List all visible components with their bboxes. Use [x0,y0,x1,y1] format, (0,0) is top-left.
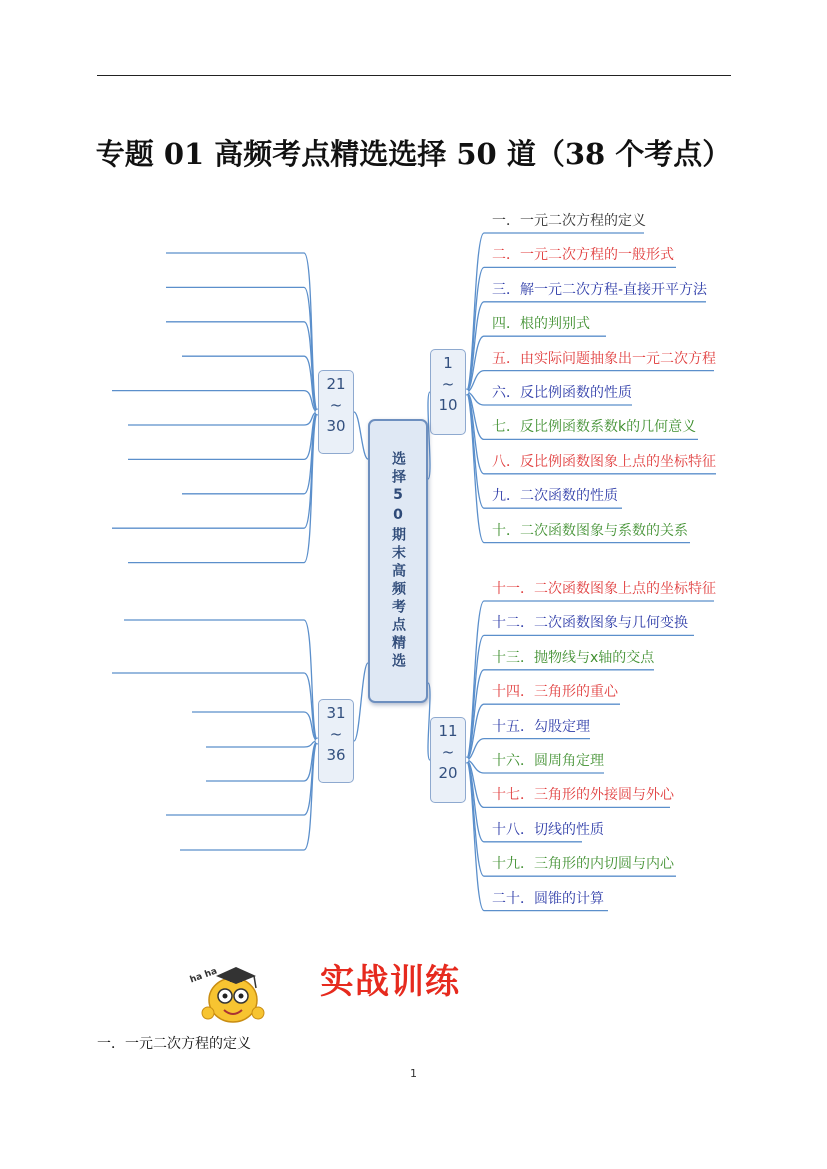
topic-node [492,580,716,598]
topic-node [492,649,654,667]
range-label-line: ~ [441,743,455,761]
topic-node-line: 二十．圆锥的计算 [492,890,604,907]
link-line [466,392,484,508]
range-label-line: 1 [443,354,453,372]
link-line [304,741,318,850]
topic-node [492,786,674,804]
link-line [354,412,368,459]
range-label-line: 31 [326,704,346,722]
section-heading: 一．一元二次方程的定义 [97,1036,251,1052]
page-number: 1 [410,1067,417,1080]
topic-node [492,855,674,873]
topic-node [492,246,674,264]
topic-node [492,718,590,736]
topic-node-line: 十八．切线的性质 [492,821,604,838]
range-label-line: ~ [441,375,455,393]
range-label-line: 10 [438,396,458,414]
topic-node [492,683,618,701]
range-node [318,699,354,783]
topic-node-line: 十四．三角形的重心 [492,684,618,701]
link-line [466,392,484,543]
topic-node [492,315,590,333]
topic-node [492,890,604,908]
topic-node-line: 十．二次函数图象与系数的关系 [492,522,688,539]
topic-node [492,614,688,632]
topic-node-line: 十五．勾股定理 [492,718,590,735]
topic-node-line: 八．反比例函数图象上点的坐标特征 [492,453,716,470]
link-line [466,760,484,911]
link-line [304,673,318,741]
topic-node [492,281,707,299]
link-line [466,760,484,876]
topic-node [492,752,604,770]
range-label-line: ~ [329,725,343,743]
topic-node-line: 五．由实际问题抽象出一元二次方程 [492,350,716,367]
header-rule [97,75,731,76]
topic-node-line: 十九．三角形的内切圆与内心 [492,856,674,873]
topic-node-line: 十六．圆周角定理 [492,753,604,769]
topic-node-line: 三．解一元二次方程-直接开平方法 [492,281,708,298]
topic-node [492,487,618,505]
topic-node-line: 九．二次函数的性质 [492,488,618,505]
mascot-illustration [188,958,268,1028]
topic-node-line: 十二．二次函数图象与几何变换 [492,615,688,632]
link-line [466,635,484,760]
range-label-line: 30 [326,417,346,435]
link-line [466,267,484,392]
page-title: 专题 01 高频考点精选选择 50 道（38 个考点） [95,137,732,171]
topic-node [492,522,688,540]
range-node [430,349,466,435]
mascot-label: ha ha [188,966,219,986]
topic-node-line: 十七．三角形的外接圆与外心 [492,787,674,804]
topic-node-line: 十三．抛物线与x轴的交点 [492,649,655,666]
practice-banner: 实战训练 [320,962,460,1002]
range-label-line: 36 [326,746,346,764]
topic-node [492,350,716,368]
center-node-label: 选择50期末高频考点精选 [390,451,406,671]
mind-map-center-node [368,419,428,703]
range-node [430,717,466,803]
range-label-line: ~ [329,396,343,414]
topic-node [492,212,646,230]
link-line [354,663,368,741]
topic-node [492,384,632,402]
range-label-line: 21 [326,375,346,393]
topic-node-line: 七．反比例函数系数k的几何意义 [492,419,697,436]
topic-node-line: 四．根的判别式 [492,316,590,333]
topic-node-line: 六．反比例函数的性质 [492,385,632,401]
topic-node [492,418,696,436]
topic-node [492,821,604,839]
range-node [318,370,354,454]
topic-node-line: 一．一元二次方程的定义 [492,213,646,229]
topic-node-line: 二．一元二次方程的一般形式 [492,247,674,264]
topic-node [492,453,716,471]
topic-node-line: 十一．二次函数图象上点的坐标特征 [492,581,716,597]
range-label-line: 11 [438,722,458,740]
range-label-line: 20 [438,764,458,782]
